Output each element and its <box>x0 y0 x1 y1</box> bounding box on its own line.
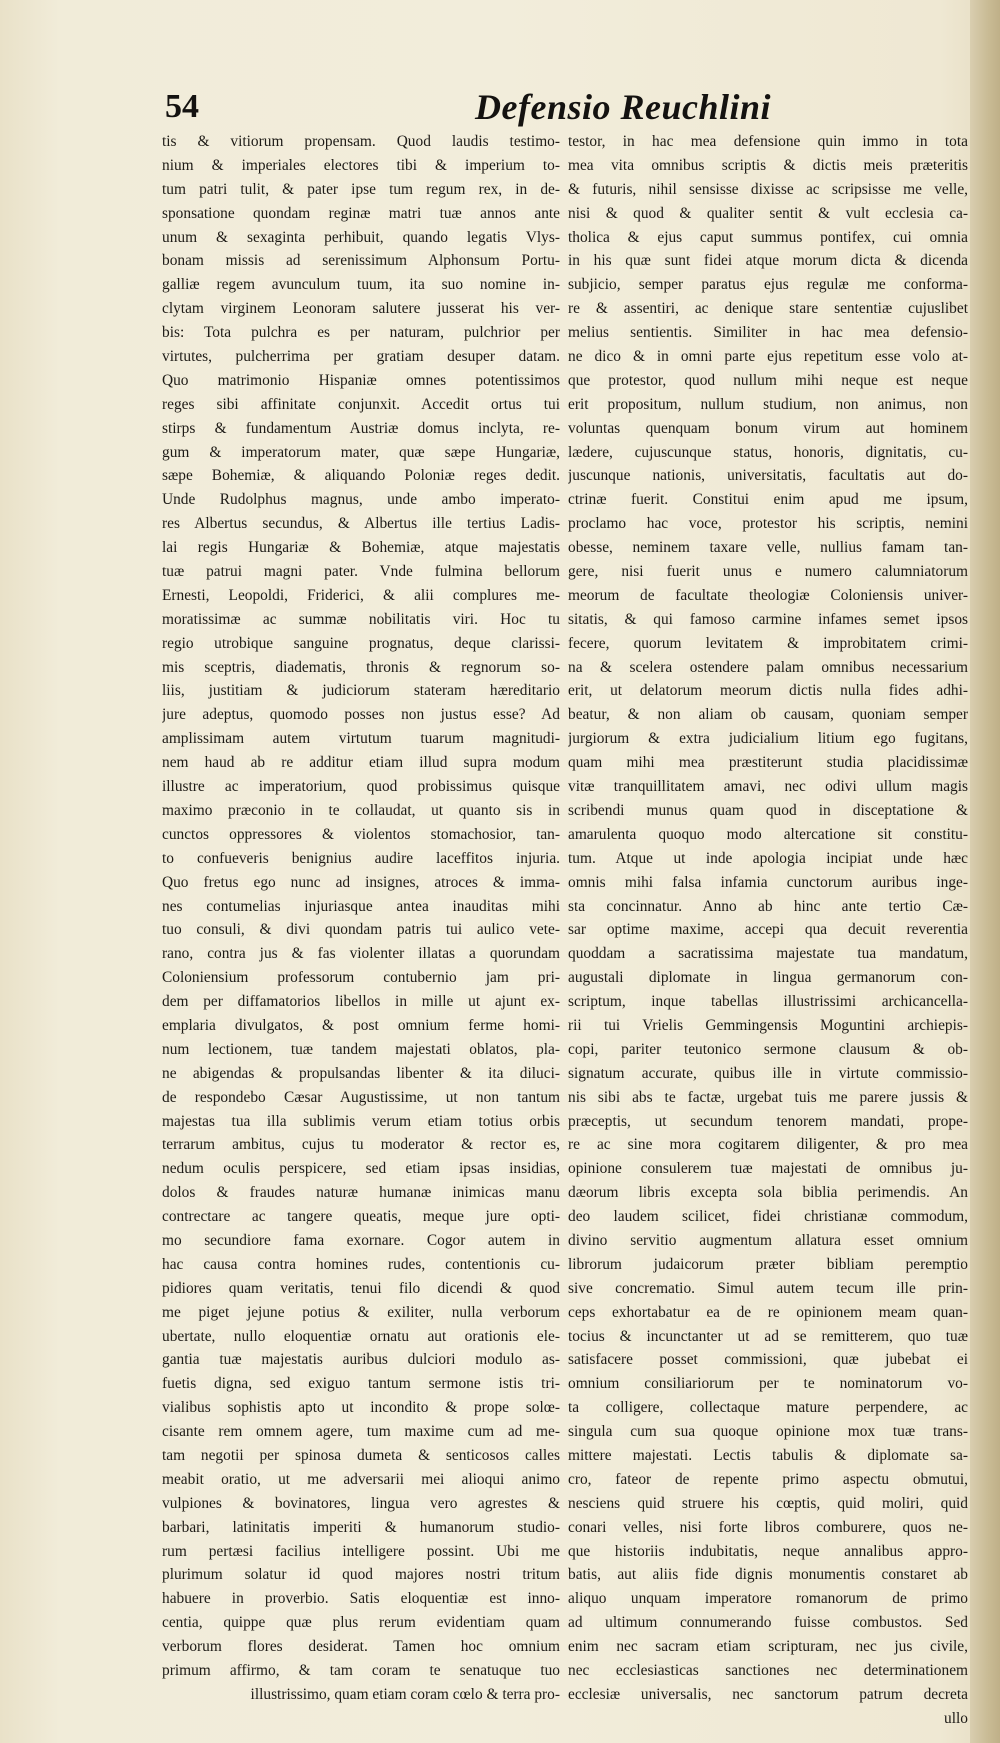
text-line: proclamo hac voce, protestor his scriptis, nemini <box>568 515 968 533</box>
text-line: nis sibi abs te factæ, urgebat tuis me parere jussis & <box>568 1088 968 1106</box>
text-line: dæorum libris excepta sola biblia perimendis. An <box>568 1184 968 1202</box>
text-line: obesse, neminem taxare velle, nullius famam tan- <box>568 539 968 557</box>
text-line: amarulenta quoquo modo altercatione sit constitu- <box>568 825 968 843</box>
text-line: cisante rem omnem agere, tum maxime cum ad me- <box>162 1423 560 1441</box>
text-line: signatum accurate, quibus ille in virtute commissio- <box>568 1064 968 1082</box>
text-line: que historiis indubitatis, neque annalibus appro- <box>568 1542 968 1560</box>
text-line: copi, pariter teutonico sermone clausum & ob- <box>568 1040 968 1058</box>
text-line: vialibus sophistis apto ut incondito & prope solœ- <box>162 1399 560 1417</box>
text-line: conari velles, nisi forte libros comburere, quos ne- <box>568 1518 968 1536</box>
text-line: vitæ tranquillitatem amavi, nec odivi ullum magis <box>568 778 968 796</box>
text-line: bis: Tota pulchra es per naturam, pulchrior per <box>162 324 560 342</box>
text-line: to confueveris benignius audire laceffitos injuria. <box>162 849 560 867</box>
text-line: fuetis digna, sed exiguo tantum sermone istis tri- <box>162 1375 560 1393</box>
text-line: nes contumelias injuriasque antea inauditas mihi <box>162 897 560 915</box>
text-line: omnium consiliariorum per te nominatorum vo- <box>568 1375 968 1393</box>
text-line: mo secundiore fama exornare. Cogor autem in <box>162 1231 560 1249</box>
text-line: emplaria divulgatos, & post omnium ferme homi- <box>162 1016 560 1034</box>
text-line: na & scelera ostendere palam omnibus necessarium <box>568 658 968 676</box>
text-line: ta colligere, collectaque mature perpendere, ac <box>568 1399 968 1417</box>
text-line: vulpiones & bovinatores, lingua vero agrestes & <box>162 1494 560 1512</box>
text-line: majestas tua illa sublimis verum etiam totius orbis <box>162 1112 560 1130</box>
text-line: galliæ regem avunculum tuum, ita suo nomine in- <box>162 276 560 294</box>
text-line: Coloniensium professorum contubernio jam pri- <box>162 969 560 987</box>
text-line: que protestor, quod nullum mihi neque est neque <box>568 371 968 389</box>
text-line: sta concinnatur. Anno ab hinc ante tertio Cæ- <box>568 897 968 915</box>
text-line: illustre ac imperatorium, quod probissimus quisque <box>162 778 560 796</box>
text-line: illustrissimo, quam etiam coram cœlo & terra pro- <box>250 1685 560 1703</box>
text-line: clytam virginem Leonoram salutere jusserat his ver- <box>162 300 560 318</box>
running-title: Defensio Reuchlini <box>475 87 772 127</box>
text-line: ad ultimum connumerando fuisse combustos. Sed <box>568 1614 968 1632</box>
text-line: nec ecclesiasticas sanctiones nec determinationem <box>568 1662 968 1679</box>
text-line: primum affirmo, & tam coram te senatuque tuo <box>162 1662 560 1679</box>
text-line: subjicio, semper paratus ejus regulæ me conforma- <box>568 276 968 294</box>
text-line: re & assentiri, ac denique stare sententiæ cujuslibet <box>568 300 968 318</box>
text-line: ullo <box>944 1709 968 1727</box>
text-line: tum. Atque ut inde apologia incipiat unde hæc <box>568 849 968 867</box>
text-line: fecere, quorum levitatem & improbitatem crimi- <box>568 634 968 652</box>
text-line: rii tui Vrielis Gemmingensis Moguntini archiepis- <box>568 1016 968 1034</box>
text-line: gere, nisi fuerit unus e numero calumniatorum <box>568 563 968 581</box>
text-line: ceps exhortabatur ea de re opinionem meam quan- <box>568 1303 968 1321</box>
text-line: reges sibi affinitate conjunxit. Accedit ortus tui <box>162 395 560 413</box>
text-line: rum pertæsi facilius intelligere possint. Ubi me <box>162 1542 560 1560</box>
text-line: tam negotii per spinosa dumeta & senticosos calles <box>162 1446 560 1464</box>
text-line: aliquo unquam imperatore romanorum de primo <box>568 1590 968 1608</box>
text-line: dem per diffamatorios libellos in mille ut ajunt ex- <box>162 993 560 1011</box>
text-line: Ernesti, Leopoldi, Friderici, & alii complures me- <box>162 586 560 604</box>
text-line: ctrinæ fuerit. Constitui enim apud me ipsum, <box>568 491 968 509</box>
text-line: terrarum ambitus, cujus tu moderator & rector es, <box>162 1136 560 1154</box>
text-line: quam mihi mea præstiterunt studia placidissimæ <box>568 754 968 772</box>
text-line: erit propositum, nullum studium, non animus, non <box>568 395 968 413</box>
text-line: centia, quippe quæ plus rerum evidentiam quam <box>162 1614 560 1632</box>
text-line: hac causa contra homines rudes, contentionis cu- <box>162 1255 560 1273</box>
text-line: mis sceptris, diadematis, thronis & regnorum so- <box>162 658 560 676</box>
text-line: contrectare ac tangere queatis, meque jure opti- <box>162 1208 560 1226</box>
text-line: batis, aut aliis fide dignis monumentis constaret ab <box>568 1566 968 1584</box>
text-line: meabit oratio, ut me adversarii mei alioqui animo <box>162 1470 560 1488</box>
text-line: tholica & ejus caput summus pontifex, cui omnia <box>568 228 968 246</box>
text-line: tocius & incunctanter ut ad se remitterem, quo tuæ <box>568 1327 968 1345</box>
text-line: barbari, latinitatis imperiti & humanorum studio- <box>162 1518 560 1536</box>
text-line: cunctos oppressores & violentos stomachosior, tan- <box>162 825 560 843</box>
text-line: sæpe Bohemiæ, & aliquando Poloniæ reges dedit. <box>162 467 560 485</box>
text-line: nisi & quod & qualiter sentit & vult ecclesia ca- <box>568 204 968 222</box>
text-line: gantia tuæ majestatis auribus dulciori modulo as- <box>162 1351 560 1369</box>
text-line: verborum flores desiderat. Tamen hoc omnium <box>162 1638 560 1656</box>
text-line: & futuris, nihil sensisse dixisse ac scripsisse me velle, <box>568 180 968 198</box>
text-line: augustali diplomate in lingua germanorum con- <box>568 969 968 987</box>
text-line: tuo consuli, & divi quondam patris tui aulico vete- <box>162 921 560 939</box>
text-line: tum patri tulit, & pater ipse tum regum rex, in de- <box>162 180 560 198</box>
text-line: scriptum, inque tabellas illustrissimi archicancella- <box>568 993 968 1011</box>
text-line: cro, fateor de repente primo aspectu obmutui, <box>568 1470 968 1488</box>
text-line: librorum judaicorum præter bibliam peremptio <box>568 1255 968 1273</box>
text-line: me piget jejune potius & exiliter, nulla verborum <box>162 1303 560 1321</box>
text-line: scribendi munus quam quod in disceptatione & <box>568 801 968 819</box>
text-line: habuere in proverbio. Satis eloquentiæ est inno- <box>162 1590 560 1608</box>
text-line: melius sentientis. Similiter in hac mea defensio- <box>568 324 968 342</box>
text-line: liis, justitiam & judiciorum stateram hæreditario <box>162 682 560 700</box>
text-line: nium & imperiales electores tibi & imperium to- <box>162 156 560 174</box>
text-line: dolos & fraudes naturæ humanæ inimicas manu <box>162 1184 560 1202</box>
text-line: nem haud ab re additur etiam illud supra modum <box>162 754 560 772</box>
text-line: nedum oculis perspicere, sed etiam ipsas insidias, <box>162 1160 560 1178</box>
text-line: mittere majestati. Lectis tabulis & diplomate sa- <box>568 1446 968 1464</box>
text-line: in his quæ sunt fidei atque morum dicta & dicenda <box>568 252 968 270</box>
page-edge-shadow <box>970 0 1000 1743</box>
text-line: quoddam a sacratissima majestate tua mandatum, <box>568 945 968 963</box>
text-line: ne dico & in omni parte ejus repetitum esse volo at- <box>568 348 968 366</box>
text-line: Quo fretus ego nunc ad insignes, atroces & imma- <box>162 873 560 891</box>
text-line: jure adeptus, quomodo posses non justus esse? Ad <box>162 706 560 724</box>
text-line: sive concrematio. Simul autem tecum ille prin- <box>568 1279 968 1297</box>
text-line: Unde Rudolphus magnus, unde ambo imperato- <box>162 491 560 509</box>
text-line: mea vita omnibus scriptis & dictis meis præteritis <box>568 156 968 174</box>
text-line: moratissimæ ac summæ nobilitatis viri. Hoc tu <box>162 610 560 628</box>
text-line: sponsatione quondam reginæ matri tuæ annos ante <box>162 204 560 222</box>
text-line: amplissimam autem virtutum tuarum magnitudi- <box>162 730 560 748</box>
text-line: maximo præconio in te collaudat, ut quanto sis in <box>162 801 560 819</box>
text-line: virtutes, pulcherrima per gratiam desuper datam. <box>162 348 560 366</box>
text-line: præceptis, ut secundum tenorem mandati, prope- <box>568 1112 968 1130</box>
text-line: deo laudem scilicet, fidei christianæ commodum, <box>568 1208 968 1226</box>
text-line: rano, contra jus & fas violenter illatas a quorundam <box>162 945 560 963</box>
text-line: sar optime maxime, accepi qua decuit reverentia <box>568 921 968 939</box>
text-line: gum & imperatorum mater, quæ sæpe Hungariæ, <box>162 443 560 461</box>
text-line: de respondebo Cæsar Augustissime, ut non tantum <box>162 1088 560 1106</box>
text-line: re ac sine mora cogitarem diligenter, & pro mea <box>568 1136 968 1154</box>
text-line: bonam missis ad serenissimum Alphonsum Portu- <box>162 252 560 270</box>
text-line: Quo matrimonio Hispaniæ omnes potentissimos <box>162 371 560 389</box>
text-line: tis & vitiorum propensam. Quod laudis testimo- <box>162 133 560 150</box>
left-text-column <box>162 130 560 1707</box>
text-line: satisfacere posset commissioni, quæ jubebat ei <box>568 1351 968 1369</box>
text-line: singula cum sua quoque opinione mox tuæ trans- <box>568 1423 968 1441</box>
text-line: beatur, & non aliam ob causam, quoniam semper <box>568 706 968 724</box>
page-number: 54 <box>165 88 199 125</box>
text-line: ubertate, nullo eloquentiæ ornatu aut orationis ele- <box>162 1327 560 1345</box>
page-header <box>165 88 965 134</box>
text-line: enim nec sacram etiam scripturam, nec jus civile, <box>568 1638 968 1656</box>
text-line: ecclesiæ universalis, nec sanctorum patrum decreta <box>568 1685 968 1703</box>
text-line: sitatis, & qui famoso carmine infames semet ipsos <box>568 610 968 628</box>
text-line: erit, ut delatorum meorum dictis nulla fides adhi- <box>568 682 968 700</box>
text-line: lædere, cujuscunque status, honoris, dignitatis, cu- <box>568 443 968 461</box>
text-line: pidiores quam veritatis, tenui filo dicendi & quod <box>162 1279 560 1297</box>
text-line: unum & sexaginta perhibuit, quando legatis Vlys- <box>162 228 560 246</box>
text-line: jurgiorum & extra judicialium litium ego fugitans, <box>568 730 968 748</box>
text-line: nesciens quid struere his cœptis, quid moliri, quid <box>568 1494 968 1512</box>
text-line: juscunque nationis, universitatis, facultatis aut do- <box>568 467 968 485</box>
text-line: num lectionem, tuæ tandem majestati oblatos, pla- <box>162 1040 560 1058</box>
text-line: res Albertus secundus, & Albertus ille tertius Ladis- <box>162 515 560 533</box>
text-line: ne abigendas & propulsandas libenter & ita diluci- <box>162 1064 560 1082</box>
text-line: omnis mihi falsa infamia cunctorum auribus inge- <box>568 873 968 891</box>
text-line: stirps & fundamentum Austriæ domus inclyta, re- <box>162 419 560 437</box>
text-line: meorum de facultate theologiæ Coloniensis univer- <box>568 586 968 604</box>
text-line: divino servitio augmentum allatura esset omnium <box>568 1231 968 1249</box>
text-line: lai regis Hungariæ & Bohemiæ, atque majestatis <box>162 539 560 557</box>
text-line: testor, in hac mea defensione quin immo in tota <box>568 133 968 150</box>
text-line: voluntas quenquam bonum virum aut hominem <box>568 419 968 437</box>
text-line: plurimum solatur id quod majores nostri tritum <box>162 1566 560 1584</box>
text-line: opinione consulerem tuæ majestati de omnibus ju- <box>568 1160 968 1178</box>
text-line: tuæ patrui magni pater. Vnde fulmina bellorum <box>162 563 560 581</box>
text-line: regio utrobique sanguine prognatus, deque clarissi- <box>162 634 560 652</box>
right-text-column <box>568 130 968 1731</box>
